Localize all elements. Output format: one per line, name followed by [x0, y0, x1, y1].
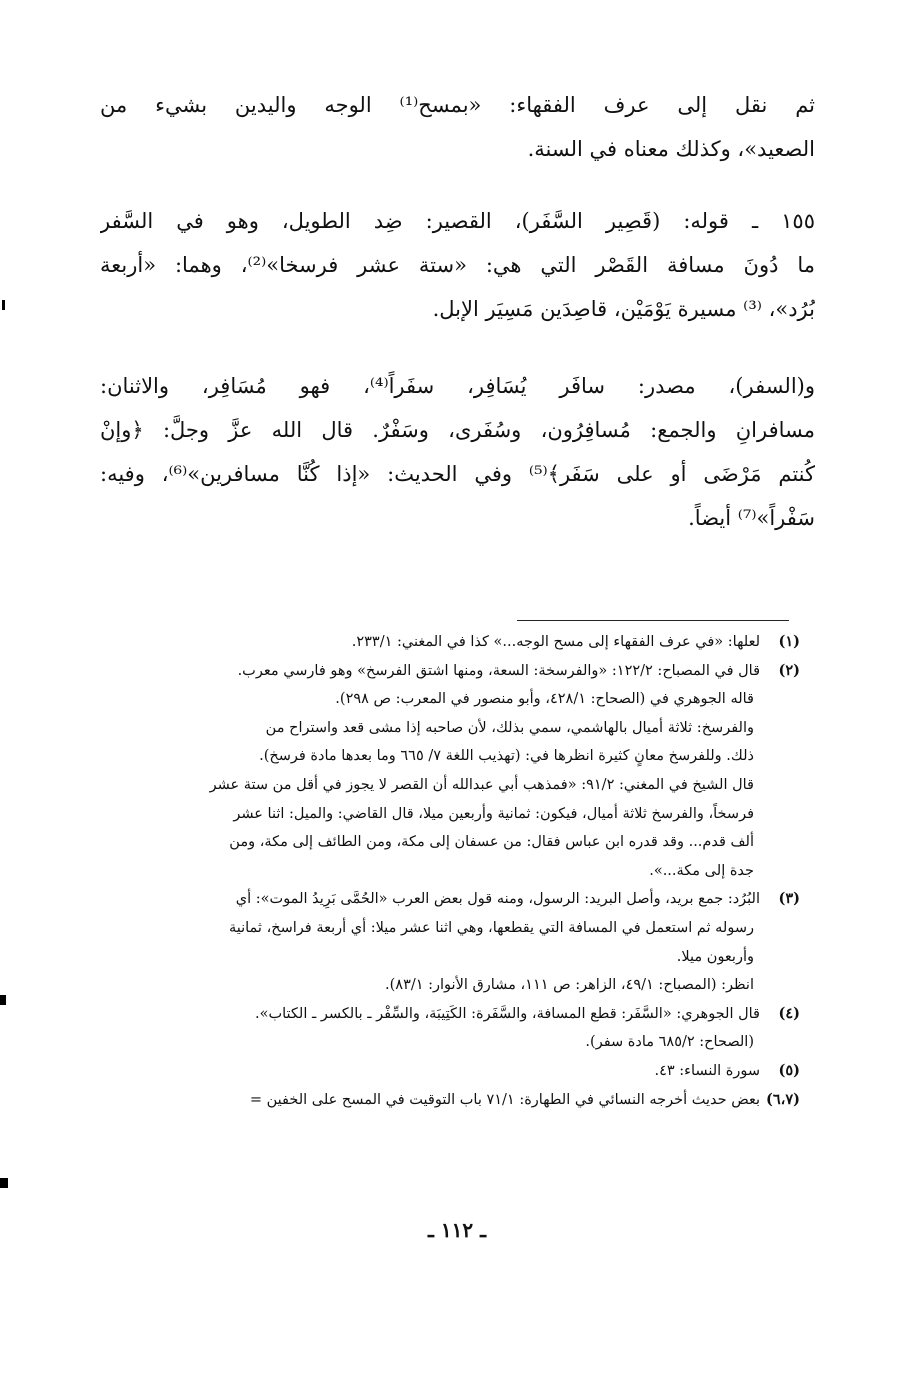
footnote-separator — [517, 620, 789, 621]
footnote-text: انظر: (المصباح: ٤٩/١، الزاهر: ص ١١١، مشارق الأنوار: ٨٣/١). — [385, 977, 754, 994]
footnote-5 — [100, 1057, 800, 1086]
footnote-1 — [100, 628, 800, 657]
body-line: و(السفر)، مصدر: سافَر يُسَافِر، سفَراً⁽⁴⁾، فهو مُسَافِر، والاثنان: — [100, 374, 815, 398]
scan-mark — [0, 995, 6, 1005]
footnotes — [100, 628, 800, 1114]
scan-mark — [0, 1178, 8, 1188]
footnote-3 — [100, 885, 800, 914]
footnote-text: (الصحاح: ٦٨٥/٢ مادة سفر). — [585, 1034, 754, 1051]
body-line: الصعيد»، وكذلك معناه في السنة. — [527, 137, 815, 161]
footnote-number: (٢) — [778, 661, 800, 679]
footnote-2 — [100, 657, 800, 686]
body-line: بُرُد»، ⁽³⁾ مسيرة يَوْمَيْن، قاصِدَين مَسِيَر الإبل. — [432, 297, 815, 321]
footnote-text: سورة النساء: ٤٣. — [654, 1062, 760, 1079]
footnote-4 — [100, 1000, 800, 1029]
footnote-text: قال الشيخ في المغني: ٩١/٢: «فمذهب أبي عبدالله أن القصر لا يجوز في أقل من ستة عشر — [209, 776, 754, 793]
footnote-6-7 — [100, 1086, 800, 1115]
footnote-number: (٥) — [778, 1061, 800, 1079]
footnote-text: قال في المصباح: ١٢٢/٢: «والفرسخة: السعة، ومنها اشتق الفرسخ» وهو فارسي معرب. — [237, 662, 760, 679]
paragraph-2 — [100, 199, 815, 331]
footnote-number: (٣) — [778, 890, 800, 908]
body-line: سَفْراً»⁽⁷⁾ أيضاً. — [688, 506, 815, 530]
footnote-text: والفرسخ: ثلاثة أميال بالهاشمي، سمي بذلك، لأن صاحبه إذا مشى قعد واستراح من — [265, 719, 754, 736]
page-number: ـ ١١٢ ـ — [428, 1218, 486, 1242]
footnote-text: ألف قدم... وقد قدره ابن عباس فقال: من عسفان إلى مكة، ومن الطائف إلى مكة، ومن — [229, 834, 754, 851]
body-line: ١٥٥ ـ قوله: (قَصِير السَّفَر)، القصير: ضِد الطويل، وهو في السَّفر — [100, 209, 815, 233]
body-line: مسافرانِ والجمع: مُسافِرُون، وسُفَرى، وسَفْرٌ. قال الله عزَّ وجلَّ: ﴿وإنْ — [100, 418, 815, 442]
footnote-text: رسوله ثم استعمل في المسافة التي يقطعها، وهي اثنا عشر ميلا: أي أربعة فراسخ، ثمانية — [228, 919, 754, 936]
paragraph-1 — [100, 83, 815, 171]
paragraph-3 — [100, 364, 815, 540]
scan-mark — [2, 300, 5, 310]
footnote-text: جدة إلى مكة...». — [649, 862, 754, 879]
footnote-text: البُرُد: جمع بريد، وأصل البريد: الرسول، ومنه قول بعض العرب «الحُمَّى بَرِيدُ الموت»: أي — [235, 891, 760, 908]
footnote-text: ذلك. وللفرسخ معانٍ كثيرة انظرها في: (تهذيب اللغة ٧/ ٦٦٥ وما بعدها مادة فرسخ). — [259, 748, 754, 765]
footnote-number: (١) — [778, 633, 800, 650]
footnote-number: (٦،٧) — [765, 1090, 800, 1108]
footnote-text: لعلها: «في عرف الفقهاء إلى مسح الوجه...» كذا في المغني: ٢٣٣/١. — [351, 634, 760, 650]
footnote-text: قال الجوهري: «السَّفَر: قطع المسافة، والسَّفَرة: الكَتِيبَة، والسِّفْر ـ بالكسر ـ الكتاب». — [255, 1005, 760, 1022]
footnote-text: فرسخاً، والفرسخ ثلاثة أميال، فيكون: ثمانية وأربعين ميلا، قال القاضي: والميل: اثنا عشر — [233, 805, 754, 822]
footnote-text: وأربعون ميلا. — [676, 948, 754, 965]
footnote-text: بعض حديث أخرجه النسائي في الطهارة: ٧١/١ باب التوقيت في المسح على الخفين = — [249, 1091, 760, 1108]
footnote-number: (٤) — [778, 1004, 800, 1022]
body-line: كُنتم مَرْضَى أو على سَفَر﴾⁽⁵⁾ وفي الحديث: «إذا كُنَّا مسافرين»⁽⁶⁾، وفيه: — [100, 462, 815, 486]
body-line: ما دُونَ مسافة القَصْر التي هي: «ستة عشر فرسخا»⁽²⁾، وهما: «أربعة — [100, 253, 815, 277]
body-line: ثم نقل إلى عرف الفقهاء: «بمسح⁽¹⁾ الوجه واليدين بشيء من — [100, 93, 815, 117]
footnote-text: قاله الجوهري في (الصحاح: ٤٢٨/١، وأبو منصور في المعرب: ص ٢٩٨). — [335, 691, 754, 708]
